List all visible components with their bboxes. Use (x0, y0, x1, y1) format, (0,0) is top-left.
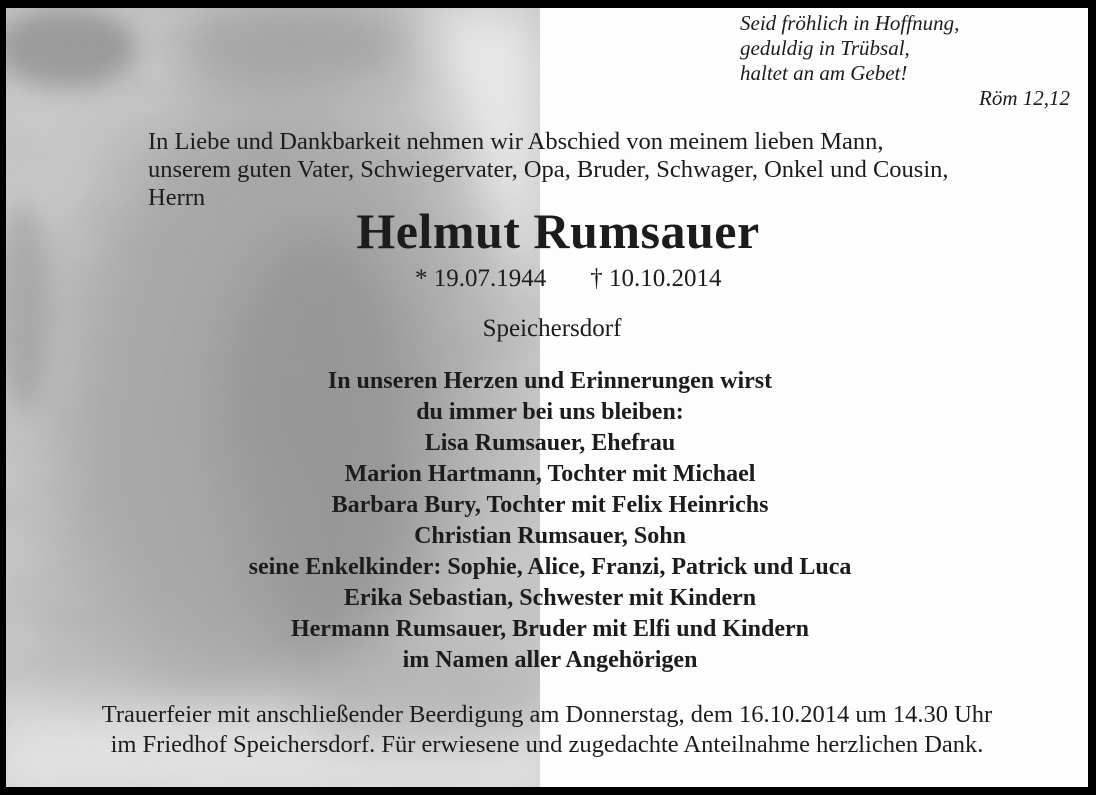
scripture-reference: Röm 12,12 (979, 86, 1070, 110)
mourner-line: Christian Rumsauer, Sohn (414, 523, 686, 549)
scripture-quote (740, 11, 1072, 111)
funeral-line: im Friedhof Speichersdorf. Für erwiesene und zugedachte Anteilnahme herzlichen Dank. (110, 731, 984, 758)
mourner-line: im Namen aller Angehörigen (402, 647, 698, 673)
mourner-line: Hermann Rumsauer, Bruder mit Elfi und Kindern (290, 616, 810, 642)
mourners-list (9, 366, 1088, 676)
mourner-line: seine Enkelkinder: Sophie, Alice, Franzi, Patrick und Luca (248, 554, 852, 580)
scripture-line: geduldig in Trübsal, (740, 36, 910, 60)
birth-date: * 19.07.1944 (415, 265, 547, 292)
mourner-line: Erika Sebastian, Schwester mit Kindern (343, 585, 757, 611)
death-date: † 10.10.2014 (590, 265, 722, 292)
deceased-name: Helmut Rumsauer (356, 203, 760, 259)
paper (6, 8, 1088, 787)
intro-paragraph (148, 128, 1078, 212)
intro-line: unserem guten Vater, Schwiegervater, Opa, Bruder, Schwager, Onkel und Cousin, (148, 156, 949, 183)
scripture-line: haltet an am Gebet! (740, 61, 908, 85)
mourner-line: Barbara Bury, Tochter mit Felix Heinrichs (331, 492, 769, 518)
mourner-line: In unseren Herzen und Erinnerungen wirst (327, 368, 773, 394)
scripture-line: Seid fröhlich in Hoffnung, (740, 11, 960, 35)
mourner-line: Lisa Rumsauer, Ehefrau (424, 430, 676, 456)
place-name: Speichersdorf (482, 315, 622, 342)
intro-line: Herrn (148, 184, 206, 211)
mourner-line: Marion Hartmann, Tochter mit Michael (344, 461, 756, 487)
funeral-info (6, 700, 1088, 760)
intro-line: In Liebe und Dankbarkeit nehmen wir Abschied von meinem lieben Mann, (148, 128, 884, 155)
life-dates (415, 265, 722, 293)
mourner-line: du immer bei uns bleiben: (416, 399, 684, 425)
funeral-line: Trauerfeier mit anschließender Beerdigung am Donnerstag, dem 16.10.2014 um 14.30 Uhr (101, 701, 993, 728)
